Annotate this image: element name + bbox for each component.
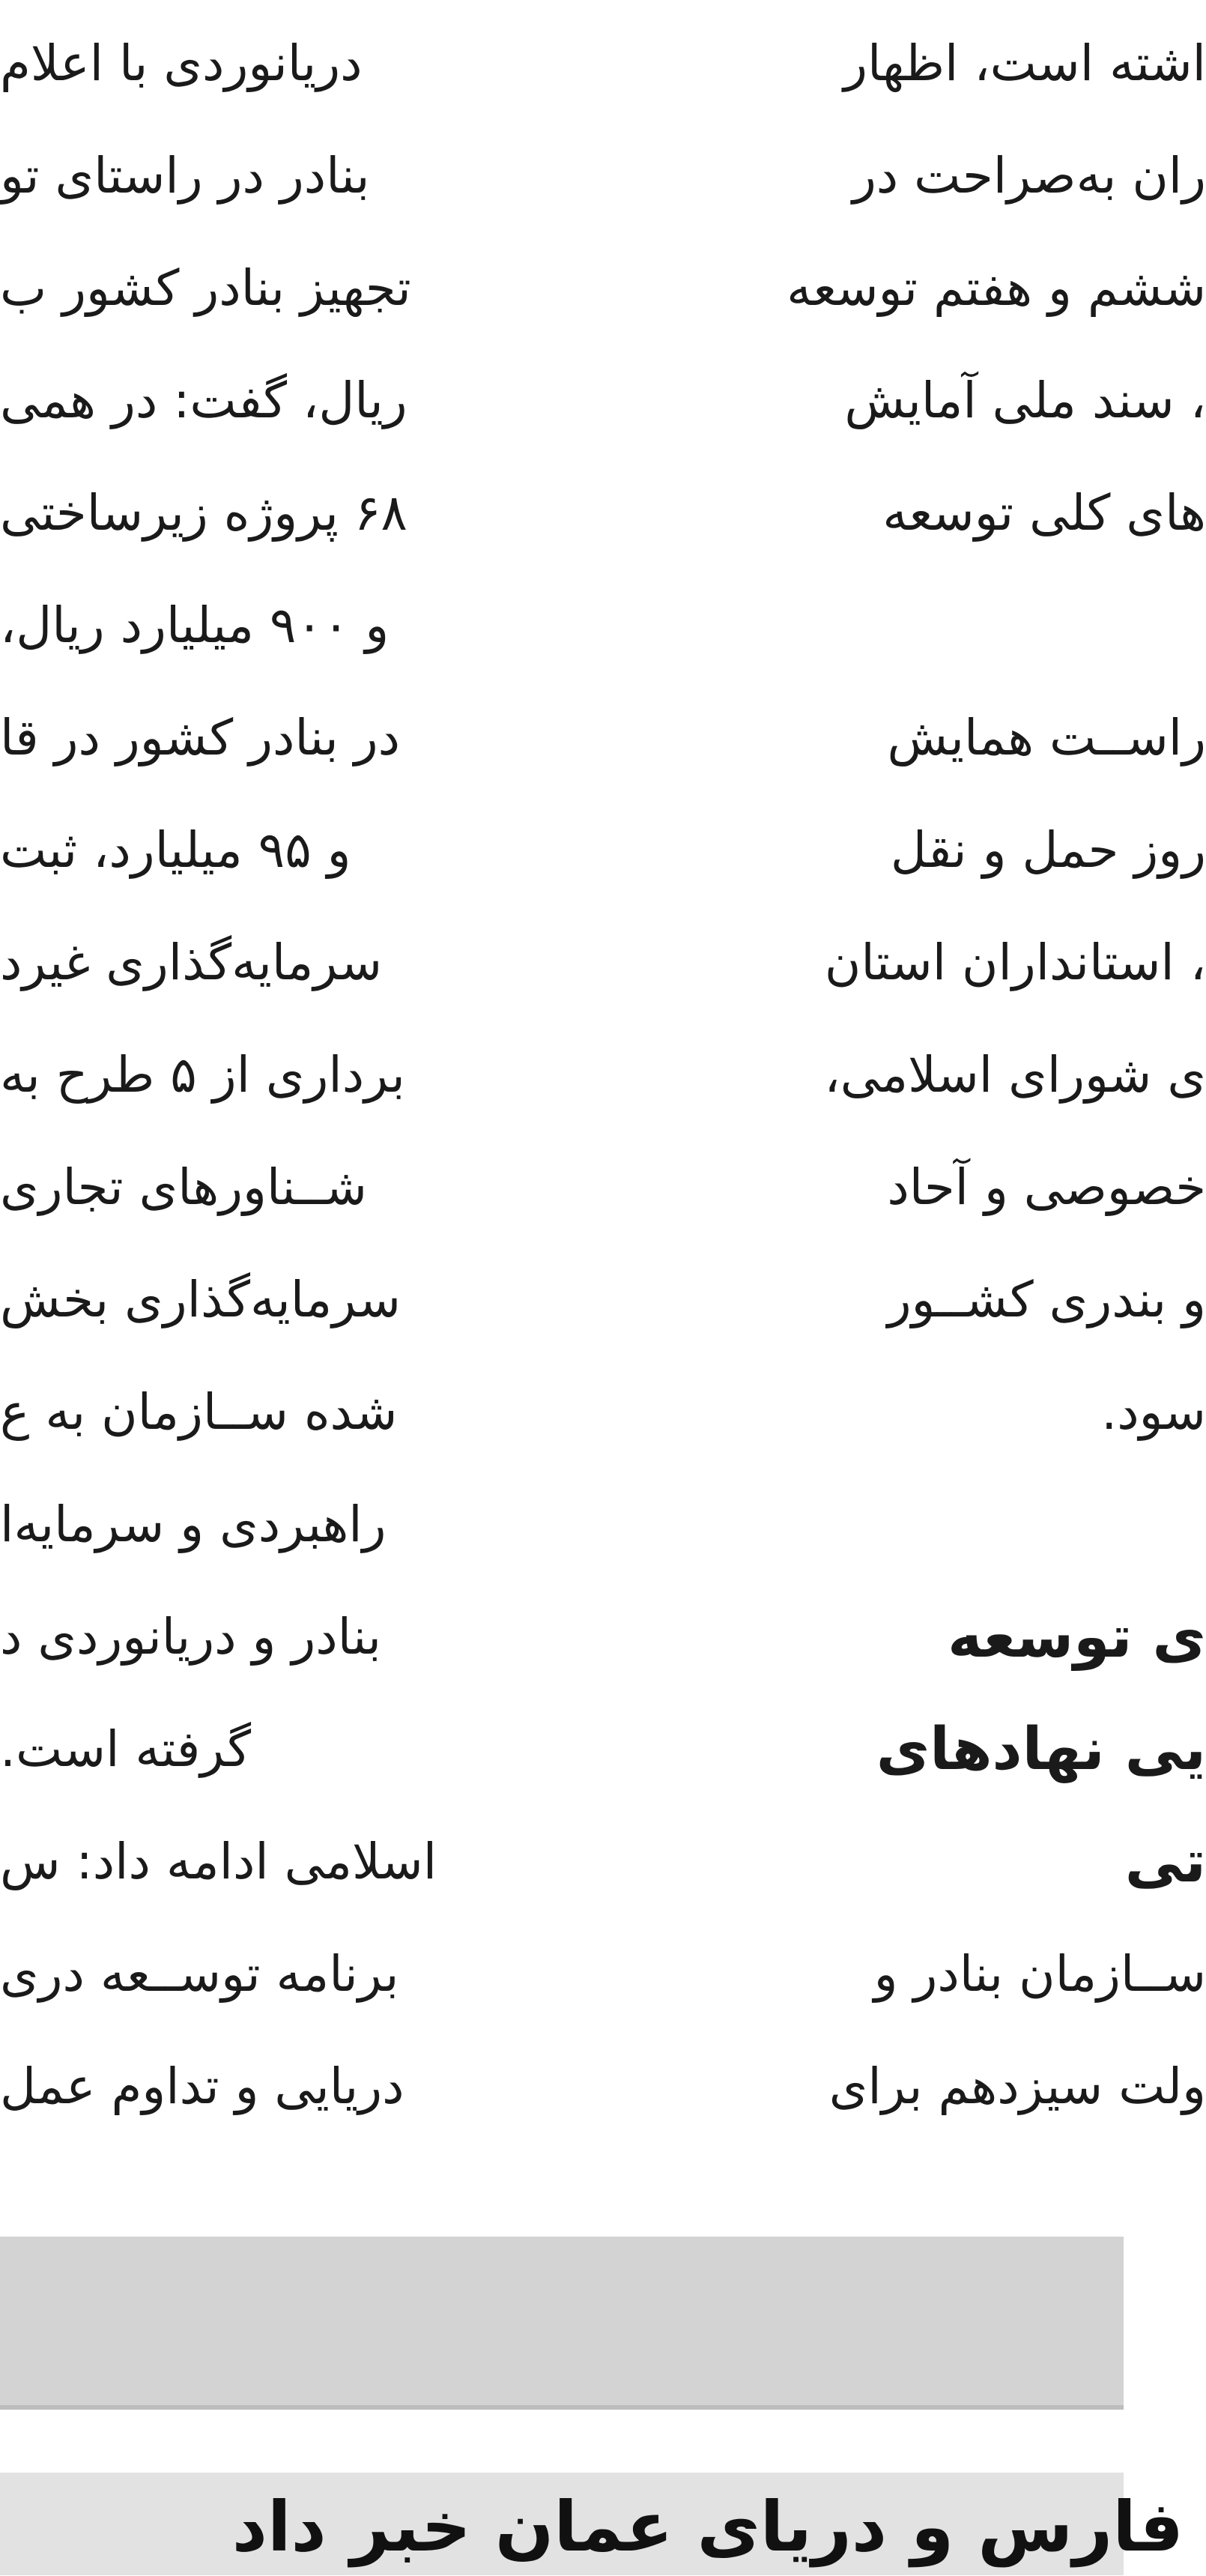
text-line: بنادر در راستای تو (0, 147, 370, 205)
subheading-line: ی توسعه (948, 1603, 1206, 1671)
text-line: اسلامی ادامه داد: س (0, 1833, 437, 1890)
text-line: ران به‌صراحت در (852, 147, 1206, 205)
text-line: ، سند ملی آمایش (844, 372, 1206, 429)
text-line: راهبردی و سرمایه‌ا (0, 1496, 387, 1553)
headline-bar (0, 2473, 1184, 2575)
text-line: ، استانداران استان (824, 934, 1206, 991)
text-line: گرفته است. (0, 1720, 252, 1778)
text-line: ۶۸ پروژه زیرساختی (0, 484, 407, 542)
text-line: بنادر و دریانوردی د (0, 1608, 381, 1666)
text-line: ششم و هفتم توسعه (787, 259, 1206, 317)
text-line: شــناورهای تجاری (0, 1158, 367, 1216)
subheading-line: تی (1124, 1828, 1206, 1896)
text-line: و بندری کشــور (887, 1271, 1206, 1328)
horizontal-rule (0, 2405, 1124, 2410)
text-line: ‌های کلی توسعه (882, 484, 1206, 542)
text-line: سرمایه‌گذاری غیرد (0, 934, 383, 991)
headline-text: فارس و دریای عمان خبر داد (231, 2487, 1184, 2567)
text-line: در بنادر کشور در قا (0, 709, 401, 767)
text-line: تجهیز بنادر کشور ب (0, 259, 411, 317)
text-line: و ۹۰۰ میلیارد ریال، (0, 596, 390, 654)
text-line: سرمایه‌گذاری بخش (0, 1271, 401, 1328)
text-line: و ۹۵ میلیارد، ثبت (0, 821, 351, 879)
text-line: ســازمان بنادر و (873, 1945, 1206, 2003)
text-line: ریال، گفت: در همی (0, 372, 407, 429)
text-line: سود. (1101, 1383, 1206, 1441)
text-line: اشته است، اظهار (843, 34, 1206, 92)
text-line: دریانوردی با اعلام (0, 34, 363, 92)
text-line: برداری از ۵ طرح به (0, 1046, 405, 1104)
text-line: ی شورای اسلامی، (824, 1046, 1206, 1104)
text-line: خصوصی و آحاد (887, 1158, 1206, 1216)
text-line: شده ســازمان به ع (0, 1383, 398, 1441)
article-column-left-frame (0, 0, 517, 2173)
text-line: برنامه توســعه دری (0, 1945, 399, 2003)
gray-separator-band (0, 2237, 1124, 2405)
text-line: دریایی و تداوم عمل (0, 2058, 404, 2115)
text-line: ولت سیزدهم برای (828, 2058, 1206, 2115)
subheading-line: یی نهادهای (876, 1716, 1206, 1783)
text-line: روز حمل و نقل (890, 821, 1206, 879)
text-line: راســت همایش (887, 709, 1206, 767)
